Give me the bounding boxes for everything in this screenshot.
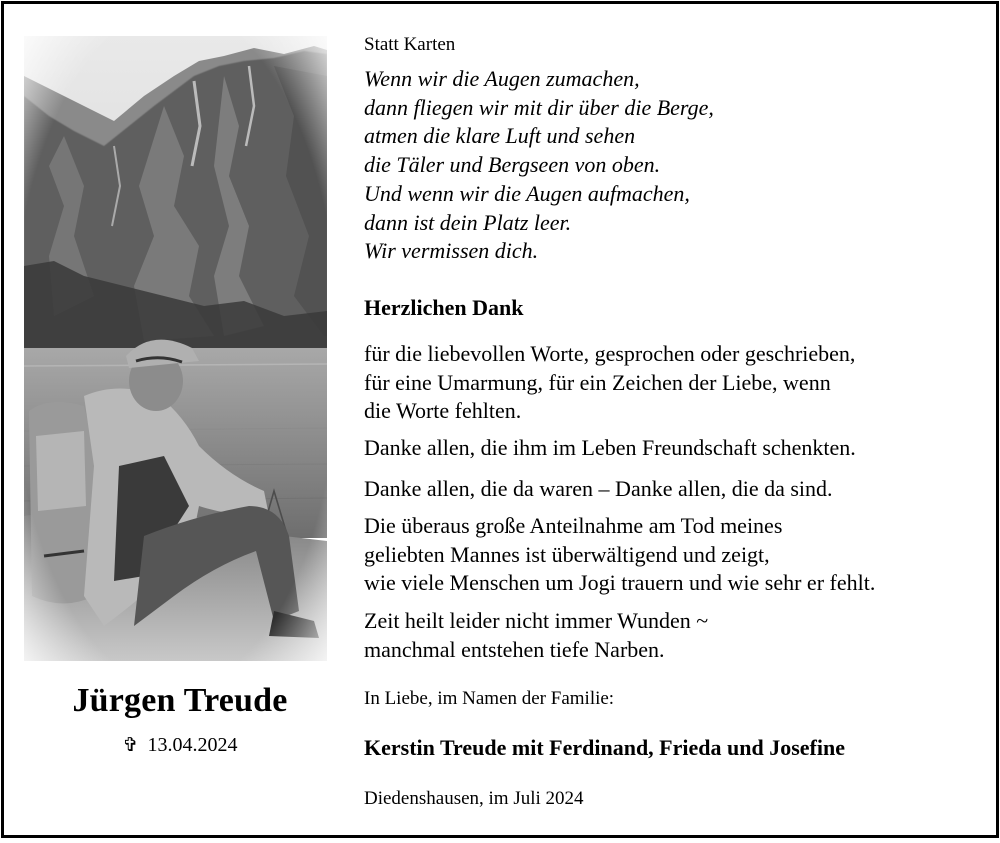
poem [364,65,714,266]
paragraph [364,475,833,504]
paragraph-line: wie viele Menschen um Jogi trauern und wie sehr er fehlt. [364,570,876,595]
death-date: 13.04.2024 [147,734,238,756]
poem-line: dann ist dein Platz leer. [364,209,572,235]
paragraph [364,434,856,463]
poem-line: Und wenn wir die Augen aufmachen, [364,180,690,206]
paragraph-line: Danke allen, die da waren – Danke allen, die da sind. [364,476,833,501]
poem-line: die Täler und Bergseen von oben. [364,152,661,178]
signers: Kerstin Treude mit Ferdinand, Frieda und Josefine [364,735,845,760]
paragraph-line: für eine Umarmung, für ein Zeichen der Liebe, wenn [364,369,831,395]
memorial-photo [24,36,327,661]
paragraph-line: Danke allen, die ihm im Leben Freundschaft schenkten. [364,435,856,460]
thanks-heading: Herzlichen Dank [364,295,524,320]
paragraph-line: manchmal entstehen tiefe Narben. [364,636,665,662]
intro-text: Statt Karten [364,34,456,55]
poem-line: atmen die klare Luft und sehen [364,123,636,149]
poem-line: Wenn wir die Augen zumachen, [364,66,640,91]
death-date-line [4,734,356,757]
paragraph [364,340,855,426]
poem-line: dann fliegen wir mit dir über die Berge, [364,94,714,120]
deceased-name: Jürgen Treude [72,682,288,719]
paragraph-line: die Worte fehlten. [364,398,522,423]
paragraph-line: geliebten Mannes ist überwältigend und zeigt, [364,541,770,567]
memorial-photo-icon [24,36,327,661]
paragraph-line: Die überaus große Anteilnahme am Tod meines [364,513,783,538]
paragraph-line: für die liebevollen Worte, gesprochen oder geschrieben, [364,341,856,366]
closing-text: In Liebe, im Namen der Familie: [364,688,615,709]
paragraph [364,607,708,664]
poem-line: Wir vermissen dich. [364,238,539,264]
paragraph-line: Zeit heilt leider nicht immer Wunden ~ [364,608,709,633]
place-date: Diedenshausen, im Juli 2024 [364,788,584,809]
obituary-notice [1,1,999,838]
paragraph [364,512,875,598]
cross-icon: ✞ [122,735,139,756]
